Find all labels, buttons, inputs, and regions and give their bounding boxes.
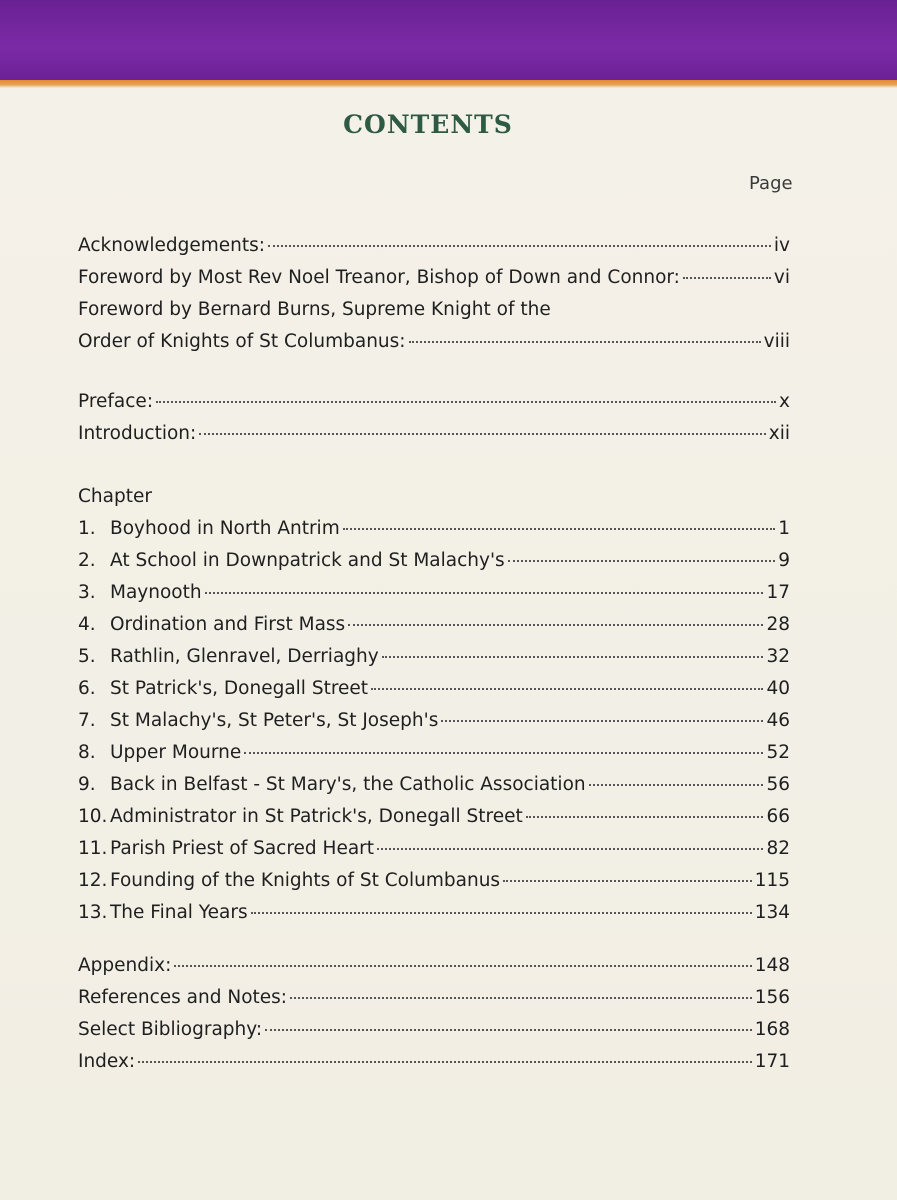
chapter-entry — [78, 641, 790, 673]
toc-entry-page: xii — [768, 423, 790, 444]
chapter-page: 66 — [766, 806, 790, 827]
toc-entry — [78, 326, 790, 358]
chapter-number: 13. — [78, 902, 108, 923]
chapter-title: Upper Mourne — [110, 742, 242, 763]
chapter-number: 9. — [78, 774, 96, 795]
dot-leader — [199, 433, 766, 435]
toc-entry — [78, 982, 790, 1014]
chapter-page: 40 — [766, 678, 790, 699]
chapter-title: Ordination and First Mass — [110, 614, 346, 635]
chapter-page: 1 — [778, 518, 790, 539]
toc-entry — [78, 386, 790, 418]
chapter-entry — [78, 673, 790, 705]
toc-entry-label: Select Bibliography: — [78, 1019, 263, 1040]
contents-page — [0, 88, 897, 1200]
dot-leader — [138, 1061, 752, 1063]
chapter-page: 82 — [766, 838, 790, 859]
toc-entry — [78, 1014, 790, 1046]
chapter-title: Boyhood in North Antrim — [110, 518, 340, 539]
chapter-page: 56 — [766, 774, 790, 795]
chapter-entry — [78, 801, 790, 833]
dot-leader — [526, 816, 764, 818]
chapter-page: 46 — [766, 710, 790, 731]
toc-entry-label: Introduction: — [78, 423, 197, 444]
chapter-number: 5. — [78, 646, 96, 667]
dot-leader — [268, 245, 771, 247]
book-cover-band — [0, 0, 897, 80]
toc-entry — [78, 418, 790, 450]
toc-entry-label: References and Notes: — [78, 987, 288, 1008]
chapter-entry — [78, 609, 790, 641]
toc-entry-page: vi — [773, 267, 790, 288]
page-title: CONTENTS — [343, 110, 513, 139]
chapter-title: Maynooth — [110, 582, 202, 603]
toc-entry-label: Index: — [78, 1051, 136, 1072]
chapter-number: 10. — [78, 806, 108, 827]
chapter-page: 17 — [766, 582, 790, 603]
toc-entry-page: 156 — [754, 987, 790, 1008]
chapter-entry — [78, 865, 790, 897]
dot-leader — [343, 528, 776, 530]
dot-leader — [441, 720, 763, 722]
dot-leader — [683, 277, 771, 279]
dot-leader — [382, 656, 764, 658]
toc-entry-label-line1: Foreword by Bernard Burns, Supreme Knight of the — [78, 299, 551, 320]
chapter-entry — [78, 769, 790, 801]
toc-entry — [78, 1046, 790, 1078]
chapter-page: 9 — [778, 550, 790, 571]
chapter-number: 1. — [78, 518, 96, 539]
chapter-page: 115 — [754, 870, 790, 891]
chapter-number: 7. — [78, 710, 96, 731]
chapter-number: 2. — [78, 550, 96, 571]
chapter-entry — [78, 513, 790, 545]
front-matter-section — [78, 230, 790, 358]
chapter-entry — [78, 737, 790, 769]
chapter-page: 52 — [766, 742, 790, 763]
dot-leader — [174, 965, 751, 967]
dot-leader — [265, 1029, 752, 1031]
toc-entry — [78, 230, 790, 262]
chapter-number: 8. — [78, 742, 96, 763]
chapter-entry — [78, 705, 790, 737]
chapter-title: Founding of the Knights of St Columbanus — [110, 870, 501, 891]
toc-entry-page: 168 — [754, 1019, 790, 1040]
chapter-page: 134 — [754, 902, 790, 923]
chapter-title: At School in Downpatrick and St Malachy's — [110, 550, 505, 571]
chapter-title: Administrator in St Patrick's, Donegall Street — [110, 806, 523, 827]
toc-entry-label: Order of Knights of St Columbanus: — [78, 331, 406, 352]
chapter-number: 3. — [78, 582, 96, 603]
page-column-label: Page — [749, 173, 793, 194]
chapter-page: 28 — [766, 614, 790, 635]
dot-leader — [348, 624, 763, 626]
toc-entry-page: viii — [763, 331, 790, 352]
dot-leader — [290, 997, 752, 999]
toc-entry-page: iv — [773, 235, 790, 256]
chapter-title: Rathlin, Glenravel, Derriaghy — [110, 646, 379, 667]
back-matter-section — [78, 950, 790, 1078]
dot-leader — [377, 848, 763, 850]
toc-entry-label: Acknowledgements: — [78, 235, 266, 256]
dot-leader — [205, 592, 764, 594]
chapter-number: 12. — [78, 870, 108, 891]
chapter-title: Back in Belfast - St Mary's, the Catholic Association — [110, 774, 586, 795]
toc-entry-page: 148 — [754, 955, 790, 976]
chapter-number: 6. — [78, 678, 96, 699]
toc-entry — [78, 262, 790, 294]
chapter-entry — [78, 897, 790, 929]
toc-entry-label: Preface: — [78, 391, 154, 412]
dot-leader — [503, 880, 752, 882]
chapters-section — [78, 481, 790, 929]
toc-entry-label: Foreword by Most Rev Noel Treanor, Bishop of Down and Connor: — [78, 267, 680, 288]
toc-entry-label: Appendix: — [78, 955, 172, 976]
dot-leader — [508, 560, 776, 562]
chapter-number: 4. — [78, 614, 96, 635]
chapter-title: St Malachy's, St Peter's, St Joseph's — [110, 710, 439, 731]
dot-leader — [251, 912, 752, 914]
dot-leader — [244, 752, 763, 754]
intro-section — [78, 386, 790, 450]
dot-leader — [409, 341, 761, 343]
dot-leader — [371, 688, 763, 690]
chapter-page: 32 — [766, 646, 790, 667]
dot-leader — [589, 784, 764, 786]
chapter-title: St Patrick's, Donegall Street — [110, 678, 369, 699]
chapter-number: 11. — [78, 838, 108, 859]
chapter-entry — [78, 577, 790, 609]
toc-entry-page: 171 — [754, 1051, 790, 1072]
chapter-heading: Chapter — [78, 486, 152, 507]
toc-entry-page: x — [779, 391, 790, 412]
cover-edge — [0, 80, 897, 88]
chapter-title: The Final Years — [110, 902, 248, 923]
dot-leader — [156, 401, 776, 403]
chapter-entry — [78, 833, 790, 865]
chapter-title: Parish Priest of Sacred Heart — [110, 838, 375, 859]
chapter-entry — [78, 545, 790, 577]
toc-entry — [78, 950, 790, 982]
